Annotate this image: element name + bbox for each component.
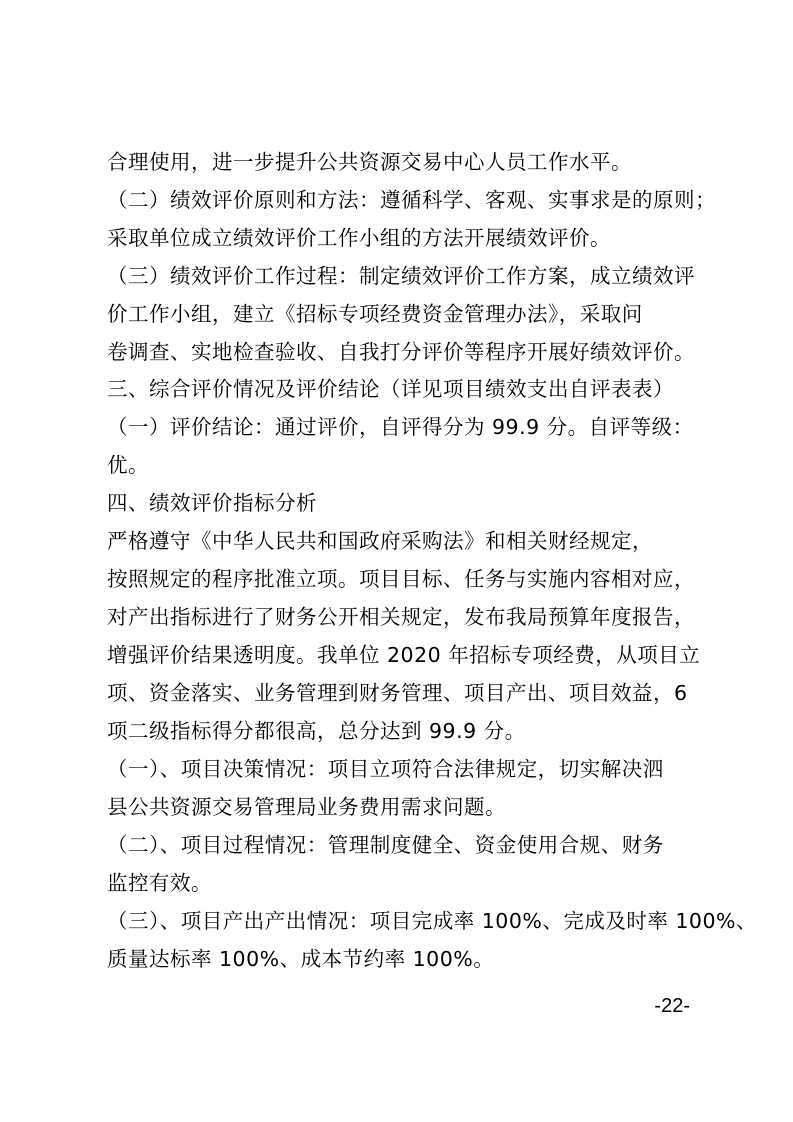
text-line: 卷调查、实地检查验收、自我打分评价等程序开展好绩效评价。 bbox=[107, 340, 695, 364]
text-line: 县公共资源交易管理局业务费用需求问题。 bbox=[107, 795, 506, 819]
text-line: 采取单位成立绩效评价工作小组的方法开展绩效评价。 bbox=[107, 226, 611, 250]
text-line: 合理使用，进一步提升公共资源交易中心人员工作水平。 bbox=[107, 150, 632, 174]
text-line: 监控有效。 bbox=[107, 871, 212, 895]
text-line: 项二级指标得分都很高，总分达到 99.9 分。 bbox=[107, 719, 526, 743]
text-line: 增强评价结果透明度。我单位 2020 年招标专项经费，从项目立 bbox=[107, 643, 701, 667]
section-heading: 四、绩效评价指标分析 bbox=[107, 491, 317, 515]
text-line: 严格遵守《中华人民共和国政府采购法》和相关财经规定， bbox=[107, 529, 653, 553]
text-line: 三、综合评价情况及评价结论（详见项目绩效支出自评表表） bbox=[107, 377, 674, 401]
text-line: （二）绩效评价原则和方法：遵循科学、客观、实事求是的原则； bbox=[107, 188, 716, 212]
text-line: 对产出指标进行了财务公开相关规定，发布我局预算年度报告， bbox=[107, 605, 695, 629]
text-line: （三）绩效评价工作过程：制定绩效评价工作方案，成立绩效评 bbox=[107, 264, 695, 288]
text-line: （二）、项目过程情况：管理制度健全、资金使用合规、财务 bbox=[107, 833, 664, 857]
text-line: （一）、项目决策情况：项目立项符合法律规定，切实解决泗 bbox=[107, 757, 664, 781]
text-line: 按照规定的程序批准立项。项目目标、任务与实施内容相对应， bbox=[107, 567, 695, 591]
text-line: 项、资金落实、业务管理到财务管理、项目产出、项目效益，6 bbox=[107, 681, 688, 705]
page-number: -22- bbox=[654, 995, 690, 1017]
text-line: 质量达标率 100%、成本节约率 100%。 bbox=[107, 947, 495, 971]
text-line: 价工作小组，建立《招标专项经费资金管理办法》，采取问 bbox=[107, 302, 643, 326]
text-line: 优。 bbox=[107, 453, 149, 477]
text-line: （一）评价结论：通过评价，自评得分为 99.9 分。自评等级： bbox=[107, 415, 694, 439]
text-line: （三）、项目产出产出情况：项目完成率 100%、完成及时率 100%、 bbox=[107, 909, 757, 933]
